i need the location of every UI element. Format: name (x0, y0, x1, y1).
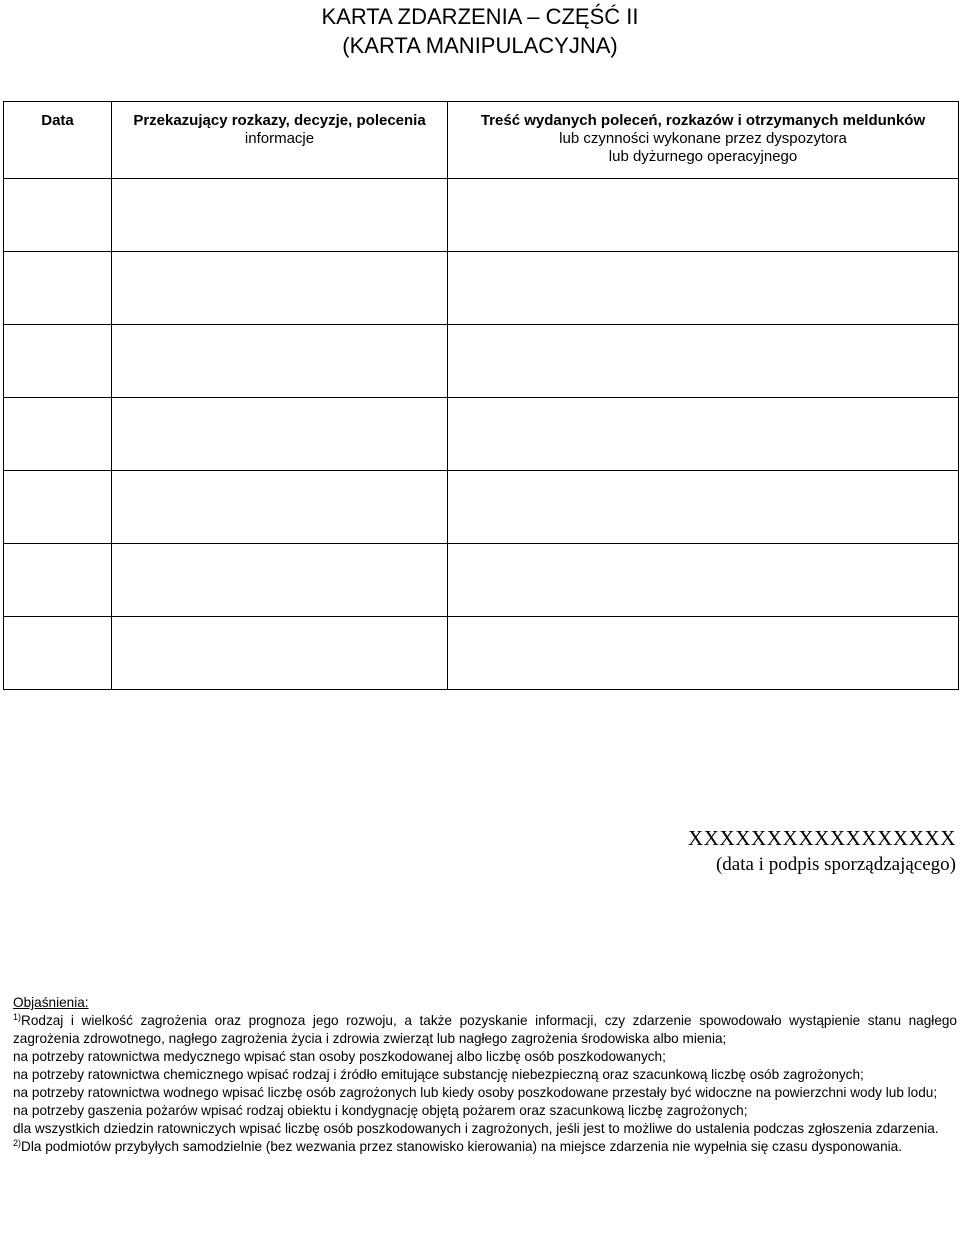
note-all: dla wszystkich dziedzin ratowniczych wpisać liczbę osób poszkodowanych i zagrożonych, jeśli jest to możliwe do ustalenia podczas zgłoszenia zdarzenia. (13, 1121, 939, 1136)
notes-heading: Objaśnienia: (13, 995, 89, 1010)
note-chemical: na potrzeby ratownictwa chemicznego wpisać rodzaj i źródło emitujące substancję niebezpieczną oraz szacunkową liczbę osób zagrożonych; (13, 1067, 864, 1082)
sender-cell[interactable] (112, 179, 448, 252)
table-header-row (4, 102, 959, 179)
header-content: Treść wydanych poleceń, rozkazów i otrzymanych meldunków lub czynności wykonane przez dyspozytora lub dyżurnego operacyjnego (448, 102, 959, 179)
note-fire: na potrzeby gaszenia pożarów wpisać rodzaj obiektu i kondygnację objętą pożarem oraz szacunkową liczbę zagrożonych; (13, 1103, 748, 1118)
footnote-1-text: Rodzaj i wielkość zagrożenia oraz prognoza jego rozwoju, a także pozyskanie informacji, czy zdarzenie spowodowało wystąpienie stanu nagłego zagrożenia zdrowotnego, nagłego zagrożenia życia i zdrowia zwierząt lub nagłego zagrożenia środowiska albo mienia; (13, 1013, 957, 1046)
table-row (4, 544, 959, 617)
event-log-table (3, 101, 959, 690)
sender-cell[interactable] (112, 398, 448, 471)
footnote-2-marker: 2) (13, 1138, 22, 1148)
date-cell[interactable] (4, 398, 112, 471)
table-row (4, 252, 959, 325)
table-row (4, 617, 959, 690)
note-water: na potrzeby ratownictwa wodnego wpisać liczbę osób zagrożonych lub kiedy osoby poszkodowane przestały być widoczne na powierzchni wody lub lodu; (13, 1085, 938, 1100)
date-cell[interactable] (4, 544, 112, 617)
header-content-sub-1: lub czynności wykonane przez dyspozytora (559, 130, 847, 147)
table-row (4, 398, 959, 471)
footnote-1 (13, 1012, 957, 1048)
sender-cell[interactable] (112, 252, 448, 325)
footnote-2 (13, 1138, 957, 1156)
content-cell[interactable] (448, 617, 959, 690)
date-cell[interactable] (4, 471, 112, 544)
date-cell[interactable] (4, 325, 112, 398)
table-row (4, 179, 959, 252)
content-cell[interactable] (448, 471, 959, 544)
header-content-sub-2: lub dyżurnego operacyjnego (608, 148, 798, 165)
date-cell[interactable] (4, 617, 112, 690)
note-medical: na potrzeby ratownictwa medycznego wpisać stan osoby poszkodowanej albo liczbę osób poszkodowanych; (13, 1049, 666, 1064)
content-cell[interactable] (448, 252, 959, 325)
header-sender: Przekazujący rozkazy, decyzje, polecenia informacje (112, 102, 448, 179)
document-title (0, 2, 960, 60)
title-line-1: KARTA ZDARZENIA – CZĘŚĆ II (321, 4, 639, 29)
signature-caption: (data i podpis sporządzającego) (715, 854, 956, 875)
date-cell[interactable] (4, 179, 112, 252)
table-row (4, 471, 959, 544)
title-line-2: (KARTA MANIPULACYJNA) (342, 33, 618, 58)
date-cell[interactable] (4, 252, 112, 325)
sender-cell[interactable] (112, 471, 448, 544)
notes-section (13, 994, 957, 1156)
content-cell[interactable] (448, 544, 959, 617)
sender-cell[interactable] (112, 544, 448, 617)
sender-cell[interactable] (112, 617, 448, 690)
footnote-1-marker: 1) (13, 1012, 22, 1022)
content-cell[interactable] (448, 398, 959, 471)
sender-cell[interactable] (112, 325, 448, 398)
signature-placeholder: XXXXXXXXXXXXXXXXX (687, 826, 956, 850)
footnote-2-text: Dla podmiotów przybyłych samodzielnie (bez wezwania przez stanowisko kierowania) na miejsce zdarzenia nie wypełnia się czasu dysponowania. (21, 1139, 903, 1154)
table-row (4, 325, 959, 398)
content-cell[interactable] (448, 325, 959, 398)
header-sender-sub: informacje (244, 130, 315, 147)
header-date: Data (4, 102, 112, 179)
content-cell[interactable] (448, 179, 959, 252)
